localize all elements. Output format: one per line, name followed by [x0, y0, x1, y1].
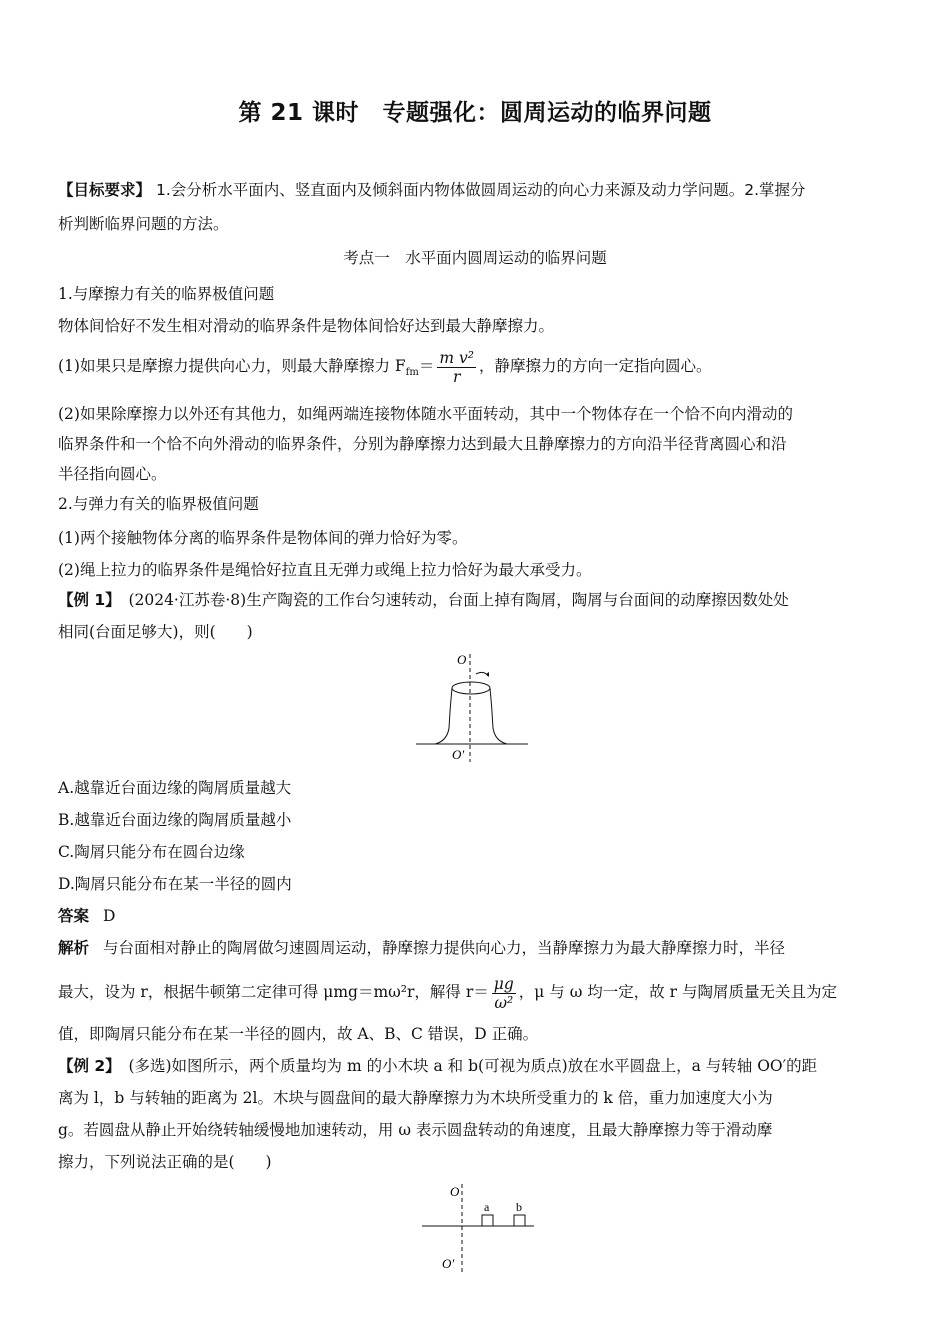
goal-text-2: 析判断临界问题的方法。	[58, 215, 229, 233]
paragraph-1: 1.与摩擦力有关的临界极值问题	[58, 285, 275, 303]
block-b-label: b	[516, 1200, 522, 1214]
tabletop-ellipse	[452, 682, 490, 694]
p3-eq: ＝	[418, 357, 435, 375]
p3-text-b: ，静摩擦力的方向一定指向圆心。	[478, 357, 712, 375]
radius-fraction	[492, 975, 516, 1012]
pedestal-left-edge	[435, 688, 452, 744]
option-a: A.越靠近台面边缘的陶屑质量越大	[58, 779, 292, 797]
example-2-line-2: 离为 l，b 与转轴的距离为 2l。木块与圆盘间的最大静摩擦力为木块所受重力的 k 倍，重力加速度大小为	[58, 1089, 773, 1107]
paragraph-4-line-2: 临界条件和一个恰不向外滑动的临界条件，分别为静摩擦力达到最大且静摩擦力的方向沿半径背离圆心和沿	[58, 435, 787, 453]
axis-label-bottom: O′	[452, 747, 465, 762]
paragraph-4-line-1: (2)如果除摩擦力以外还有其他力，如绳两端连接物体随水平面转动，其中一个物体存在一个恰不向内滑动的	[58, 405, 793, 423]
option-d: D.陶屑只能分布在某一半径的圆内	[58, 875, 292, 893]
fraction-denominator: r	[452, 367, 461, 386]
paragraph-4-line-3: 半径指向圆心。	[58, 465, 167, 483]
p3-text-a: (1)如果只是摩擦力提供向心力，则最大静摩擦力 F	[58, 357, 406, 375]
example-2-label: 【例 2】	[58, 1057, 113, 1075]
analysis-line-1	[58, 936, 890, 960]
block-b	[514, 1215, 525, 1226]
axis-label-top-2: O	[450, 1184, 460, 1199]
paragraph-6: (1)两个接触物体分离的临界条件是物体间的弹力恰好为零。	[58, 529, 468, 547]
paragraph-7: (2)绳上拉力的临界条件是绳恰好拉直且无弹力或绳上拉力恰好为最大承受力。	[58, 561, 592, 579]
example-1-label: 【例 1】	[58, 591, 113, 609]
answer-line	[58, 904, 890, 928]
axis-label-bottom-2: O′	[442, 1256, 455, 1271]
example-2-text-1: (多选)如图所示，两个质量均为 m 的小木块 a 和 b(可视为质点)放在水平圆盘上，a 与转轴 OO′的距	[112, 1057, 818, 1075]
p3-sub: fm	[405, 367, 419, 379]
analysis-line-3: 值，即陶屑只能分布在某一半径的圆内，故 A、B、C 错误，D 正确。	[58, 1025, 539, 1043]
force-fraction	[437, 349, 476, 386]
goal-label: 【目标要求】	[58, 181, 152, 199]
pottery-wheel-figure	[410, 650, 540, 768]
analysis-text-2b: ，μ 与 ω 均一定，故 r 与陶屑质量无关且为定	[518, 983, 838, 1001]
block-a	[482, 1215, 493, 1226]
example-1-text-1: (2024·江苏卷·8)生产陶瓷的工作台匀速转动，台面上掉有陶屑，陶屑与台面间的动摩擦因数处处	[112, 591, 789, 609]
paragraph-2: 物体间恰好不发生相对滑动的临界条件是物体间恰好达到最大静摩擦力。	[58, 317, 555, 335]
answer-value: D	[103, 907, 116, 925]
block-a-label: a	[484, 1200, 490, 1214]
analysis-text-1: 与台面相对静止的陶屑做匀速圆周运动，静摩擦力提供向心力，当静摩擦力为最大静摩擦力时，半径	[103, 939, 786, 957]
example-1-line-2: 相同(台面足够大)，则( )	[58, 623, 253, 641]
axis-label-top: O	[457, 652, 467, 667]
radius-denominator: ω²	[494, 993, 514, 1012]
analysis-line-2	[58, 974, 890, 1012]
radius-numerator: μg	[493, 974, 514, 993]
fraction-numerator: m v²	[439, 348, 474, 367]
goal-line-1	[58, 178, 890, 202]
disc-blocks-figure	[418, 1180, 538, 1276]
example-2-line-4: 擦力，下列说法正确的是( )	[58, 1153, 272, 1171]
page-title: 第 21 课时 专题强化：圆周运动的临界问题	[238, 100, 712, 126]
section-title: 考点一 水平面内圆周运动的临界问题	[343, 249, 607, 267]
example-2-line-1	[58, 1054, 890, 1078]
example-1-line-1	[58, 588, 890, 612]
option-c: C.陶屑只能分布在圆台边缘	[58, 843, 245, 861]
example-2-line-3: g。若圆盘从静止开始绕转轴缓慢地加速转动，用 ω 表示圆盘转动的角速度，且最大静摩擦力等于滑动摩	[58, 1121, 773, 1139]
answer-label: 答案	[58, 907, 90, 925]
analysis-label: 解析	[58, 939, 90, 957]
goal-text-1: 1.会分析水平面内、竖直面内及倾斜面内物体做圆周运动的向心力来源及动力学问题。2.掌握分	[155, 181, 806, 199]
pedestal-right-edge	[490, 688, 507, 744]
paragraph-5: 2.与弹力有关的临界极值问题	[58, 495, 259, 513]
analysis-text-2a: 最大，设为 r，根据牛顿第二定律可得 μmg＝mω²r，解得 r＝	[58, 983, 489, 1001]
paragraph-3	[58, 348, 890, 391]
option-b: B.越靠近台面边缘的陶屑质量越小	[58, 811, 292, 829]
